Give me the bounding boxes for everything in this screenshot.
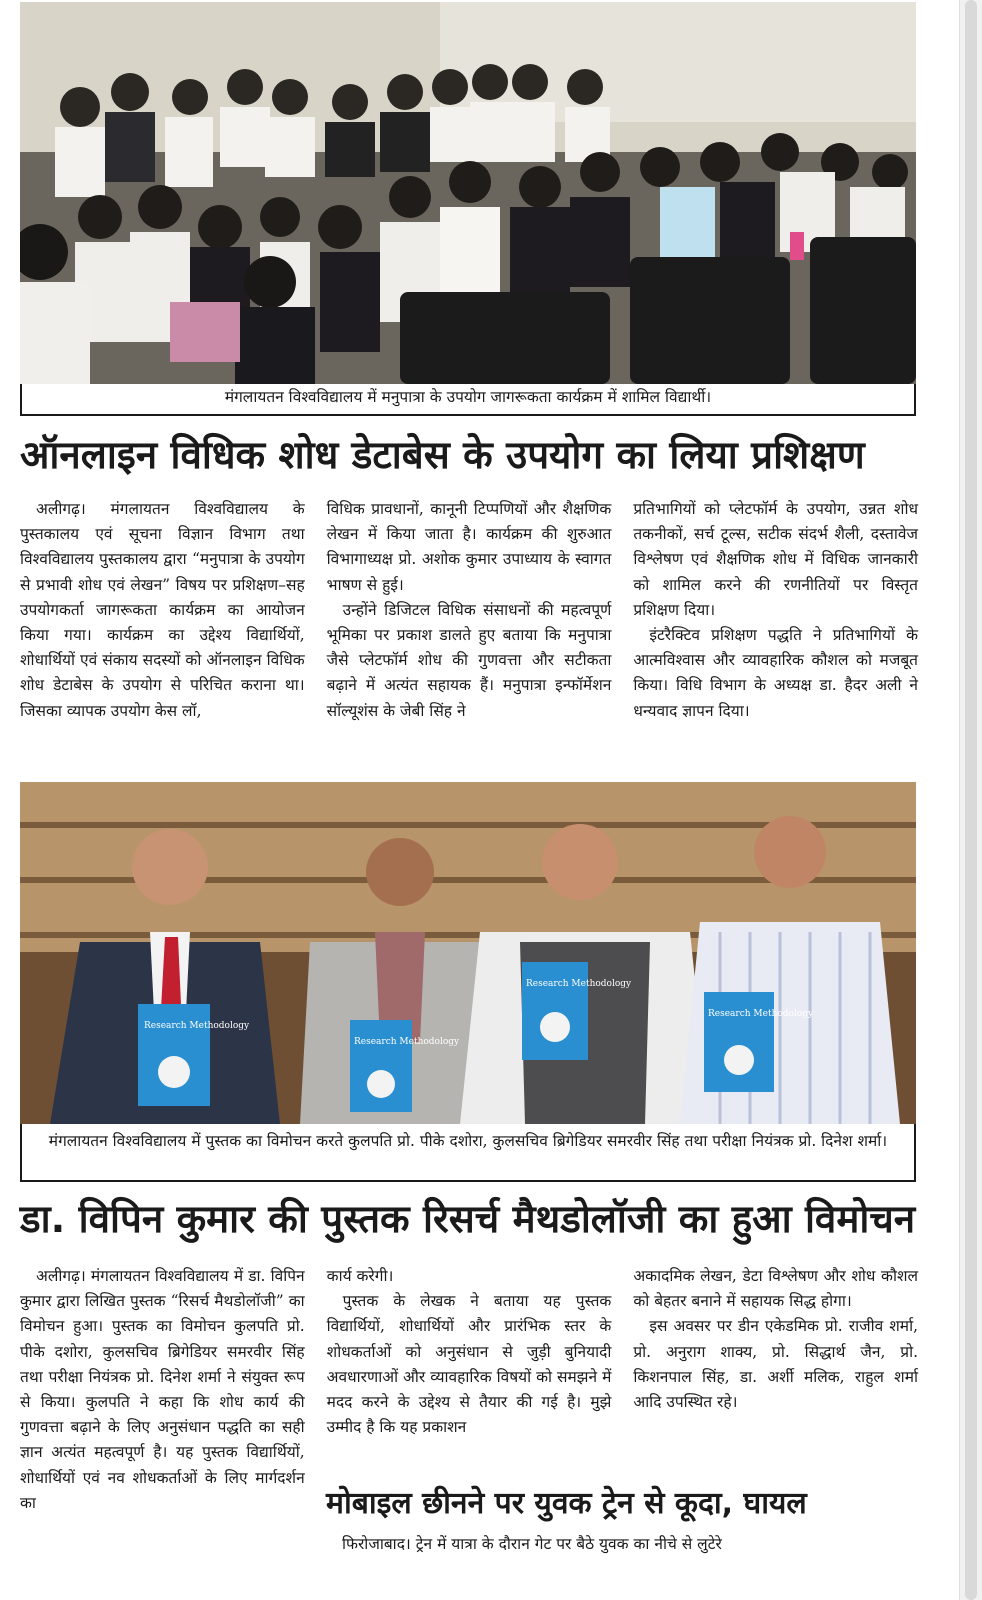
article2-col3-para2: इस अवसर पर डीन एकेडमिक प्रो. राजीव शर्मा, प्रो. अनुराग शाक्य, प्रो. सिद्धार्थ जैन, प्रो. किशनपाल सिंह, डा. अर्शी मलिक, राहुल शर्मा आदि उपस्थित रहे। xyxy=(633,1317,919,1412)
scrollbar-thumb[interactable] xyxy=(965,0,977,1600)
article1-column-2 xyxy=(327,497,612,773)
article3-body: फिरोजाबाद। ट्रेन में यात्रा के दौरान गेट पर बैठे युवक का नीचे से लुटेरे xyxy=(326,1532,918,1557)
article1-photo-caption: मंगलायतन विश्वविद्यालय में मनुपात्रा के उपयोग जागरूकता कार्यक्रम में शामिल विद्यार्थी। xyxy=(20,384,916,416)
article1-headline: ऑनलाइन विधिक शोध डेटाबेस के उपयोग का लिया प्रशिक्षण xyxy=(20,433,865,478)
article1-photo xyxy=(20,2,916,384)
article1-col3-para1: प्रतिभागियों को प्लेटफॉर्म के उपयोग, उन्नत शोध तकनीकों, सर्च टूल्स, सटीक संदर्भ शैली, दस्तावेज विश्लेषण एवं शैक्षणिक शोध में विधिक जानकारी को शामिल करने की रणनीतियों पर विस्तृत प्रशिक्षण दिया। xyxy=(633,500,919,619)
article2-photo xyxy=(20,782,916,1124)
article2-col3-para1: अकादमिक लेखन, डेटा विश्लेषण और शोध कौशल को बेहतर बनाने में सहायक सिद्ध होगा। xyxy=(633,1267,919,1311)
article2-col2-para2: पुस्तक के लेखक ने बताया यह पुस्तक विद्यार्थियों, शोधार्थियों और प्रारंभिक स्तर के शोधकर्ताओं को अनुसंधान से जुड़ी बुनियादी अवधारणाओं और व्यावहारिक विषयों को समझने में मदद करने के उद्देश्य से तैयार की गई है। मुझे उम्मीद है कि यह प्रकाशन xyxy=(326,1292,612,1437)
article1-col2-para1: विधिक प्रावधानों, कानूनी टिप्पणियों और शैक्षणिक लेखन में किया जाता है। कार्यक्रम की शुरुआत विभागाध्यक्ष प्रो. अशोक कुमार उपाध्याय के स्वागत भाषण से हुई। xyxy=(326,500,612,594)
book-launch-photo xyxy=(20,782,916,1124)
book4-label: Research Methodology xyxy=(708,1009,814,1019)
article2-col2-para1: कार्य करेगी। xyxy=(326,1267,394,1285)
book1-label: Research Methodology xyxy=(144,1021,250,1031)
book3-label: Research Methodology xyxy=(526,979,632,989)
article2-headline: डा. विपिन कुमार की पुस्तक रिसर्च मैथडोलॉजी का हुआ विमोचन xyxy=(20,1197,916,1242)
article1-col3-para2: इंटरैक्टिव प्रशिक्षण पद्धति ने प्रतिभागियों के आत्मविश्वास और व्यावहारिक कौशल को मजबूत किया। विधि विभाग के अध्यक्ष डा. हैदर अली ने धन्यवाद ज्ञापन दिया। xyxy=(633,626,919,720)
page-scrollbar[interactable] xyxy=(959,0,982,1600)
article3-headline: मोबाइल छीनने पर युवक ट्रेन से कूदा, घायल xyxy=(326,1480,918,1528)
article1-column-1 xyxy=(20,497,305,773)
article1-col2-para2: उन्होंने डिजिटल विधिक संसाधनों की महत्वपूर्ण भूमिका पर प्रकाश डालते हुए बताया कि मनुपात्रा जैसे प्लेटफॉर्म शोध की गुणवत्ता और सटीकता बढ़ाने में अत्यंत सहायक हैं। मनुपात्रा इन्फॉर्मेशन सॉल्यूशंस के जेबी सिंह ने xyxy=(326,600,612,720)
article1-body xyxy=(20,497,918,773)
article1-col1-text: अलीगढ़। मंगलायतन विश्वविद्यालय के पुस्तकालय एवं सूचना विज्ञान विभाग तथा विश्वविद्यालय पुस्तकालय द्वारा “मनुपात्रा के उपयोग से प्रभावी शोध एवं लेखन” विषय पर प्रशिक्षण–सह उपयोगकर्ता जागरूकता कार्यक्रम का आयोजन किया गया। कार्यक्रम का उद्देश्य विद्यार्थियों, शोधार्थियों एवं संकाय सदस्यों को ऑनलाइन विधिक शोध डेटाबेस के उपयोग से परिचित कराना था। जिसका व्यापक उपयोग केस लॉ, xyxy=(20,500,305,720)
book2-label: Research Methodology xyxy=(354,1037,460,1047)
article2-photo-caption: मंगलायतन विश्वविद्यालय में पुस्तक का विमोचन करते कुलपति प्रो. पीके दशोरा, कुलसचिव ब्रिगेडियर समरवीर सिंह तथा परीक्षा नियंत्रक प्रो. दिनेश शर्मा। xyxy=(20,1124,916,1182)
article2-col1-text: अलीगढ़। मंगलायतन विश्वविद्यालय में डा. विपिन कुमार द्वारा लिखित पुस्तक “रिसर्च मैथडोलॉजी” का विमोचन हुआ। पुस्तक का विमोचन कुलपति प्रो. पीके दशोरा, कुलसचिव ब्रिगेडियर समरवीर सिंह तथा परीक्षा नियंत्रक प्रो. दिनेश शर्मा ने संयुक्त रूप से किया। कुलपति ने कहा कि शोध कार्य की गुणवत्ता बढ़ाने के लिए अनुसंधान पद्धति का सही ज्ञान अत्यंत महत्वपूर्ण है। यह पुस्तक विद्यार्थियों, शोधार्थियों एवं नव शोधकर्ताओं के लिए मार्गदर्शन का xyxy=(20,1267,305,1512)
classroom-photo xyxy=(20,2,916,384)
article1-column-3 xyxy=(633,497,918,773)
article2-column-1 xyxy=(20,1264,305,1600)
